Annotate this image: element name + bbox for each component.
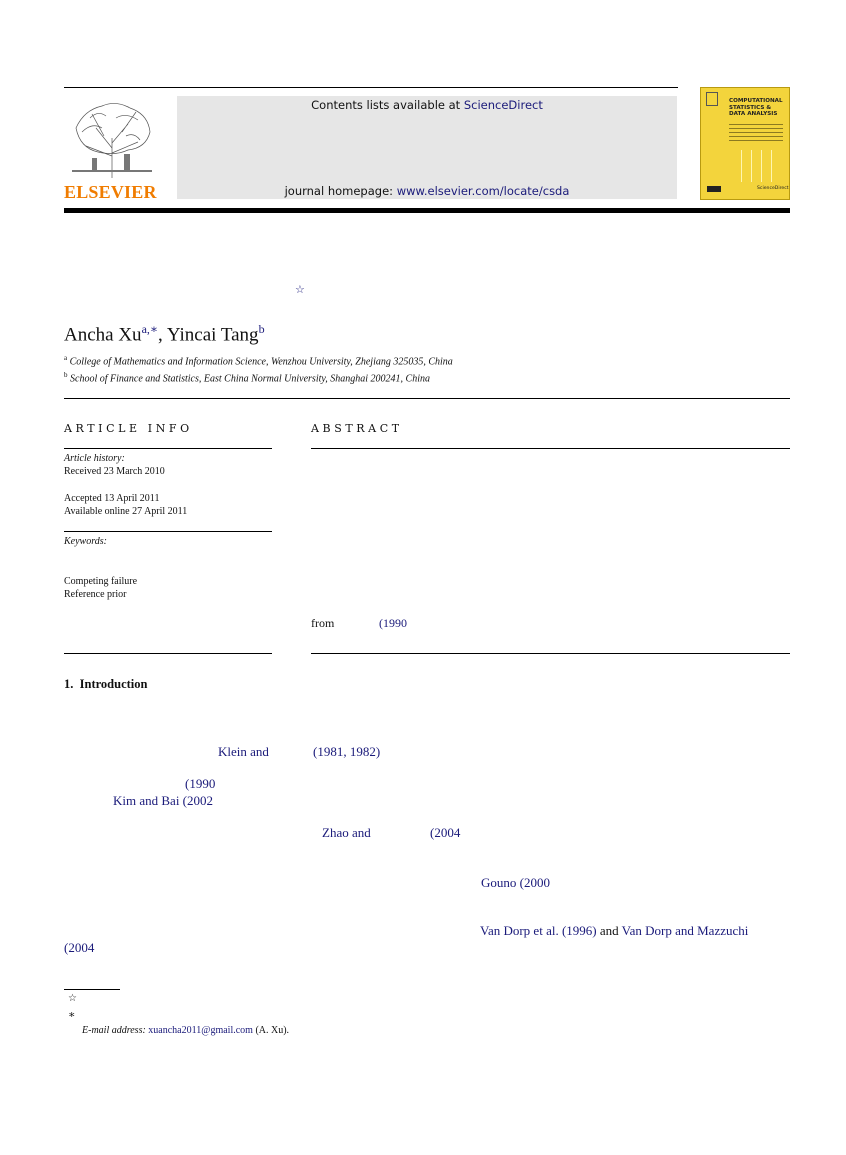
article-info-rule — [64, 448, 272, 449]
author-1-affiliation-mark[interactable]: a,∗ — [141, 322, 159, 336]
citation-vandorp-1996[interactable]: Van Dorp et al. (1996) — [480, 923, 597, 938]
article-history-label: Article history: — [64, 453, 125, 464]
contents-line — [177, 98, 677, 112]
citation-zhao[interactable]: Zhao and — [322, 825, 371, 840]
elsevier-tree-logo-icon — [66, 98, 158, 180]
contents-prefix: Contents lists available at — [311, 98, 461, 112]
homepage-line — [177, 184, 677, 198]
homepage-prefix: journal homepage: — [284, 184, 394, 198]
keywords-label: Keywords: — [64, 536, 107, 547]
citation-2004a[interactable]: (2004 — [430, 825, 461, 840]
author-2-affiliation-mark[interactable]: b — [258, 322, 265, 336]
title-footnote-mark[interactable]: ☆ — [295, 283, 305, 296]
publisher-wordmark: ELSEVIER — [64, 182, 157, 202]
cover-contents-lines — [729, 124, 783, 144]
author-1: Ancha Xu — [64, 324, 142, 346]
affiliation-rule — [64, 398, 790, 399]
accepted-date: Accepted 13 April 2011 — [64, 493, 160, 504]
header-top-rule — [64, 87, 678, 88]
citation-klein[interactable]: Klein and — [218, 744, 269, 759]
citation-line-vandorp: Van Dorp et al. (1996) and Van Dorp and Mazzuchi — [480, 923, 749, 938]
keywords-rule — [64, 531, 272, 532]
journal-homepage-link[interactable]: www.elsevier.com/locate/csda — [396, 184, 570, 198]
email-label: E-mail address: — [82, 1025, 146, 1036]
citation-klein-years[interactable]: (1981, 1982) — [313, 744, 381, 759]
keyword-1: Competing failure — [64, 576, 138, 587]
cover-title: COMPUTATIONAL STATISTICS & DATA ANALYSIS — [729, 98, 783, 118]
footnote-email-line — [82, 1025, 289, 1036]
citation-1990[interactable]: (1990 — [185, 776, 216, 791]
abstract-heading: ABSTRACT — [311, 422, 403, 435]
abstract-fragment-text: from — [311, 616, 335, 630]
journal-cover-thumbnail — [700, 87, 790, 200]
article-info-heading: ARTICLE INFO — [64, 422, 193, 435]
citation-vandorp-mazzuchi[interactable]: Van Dorp and Mazzuchi — [621, 923, 749, 938]
citation-gouno[interactable]: Gouno (2000 — [481, 875, 550, 890]
affiliation-a: $^a$ College of Mathematics and Information Science, Wenzhou University, Zhejiang 325035, China — [64, 354, 453, 368]
cover-tag-icon — [707, 186, 721, 192]
email-owner: (A. Xu). — [255, 1025, 290, 1036]
keyword-2: Reference prior — [64, 589, 127, 600]
section-heading-introduction: 1. Introduction — [64, 677, 148, 691]
footnote-rule — [64, 989, 120, 990]
sciencedirect-link[interactable]: ScienceDirect — [463, 98, 543, 112]
author-line: Ancha $Xu^{a,∗}$, Yincai Tang$^b$ — [64, 322, 265, 346]
affiliation-b: $^b$ School of Finance and Statistics, East China Normal University, Shanghai 200241, China — [64, 371, 430, 385]
citation-2004b[interactable]: (2004 — [64, 940, 95, 955]
cover-sciencedirect-badge: ScienceDirect — [757, 186, 789, 191]
footnote-star-mark: ☆ — [68, 993, 77, 1004]
footnote-asterisk-mark: ∗ — [68, 1009, 76, 1021]
cover-logo-icon — [706, 92, 718, 106]
citation-kim-bai[interactable]: Kim and Bai (2002 — [113, 793, 214, 808]
author-2: Yincai Tang — [166, 324, 259, 346]
email-link[interactable]: xuancha2011@gmail.com — [148, 1025, 253, 1036]
abstract-bottom-rule — [311, 653, 790, 654]
online-date: Available online 27 April 2011 — [64, 506, 188, 517]
abstract-rule — [311, 448, 790, 449]
header-thick-rule — [64, 208, 790, 213]
received-date: Received 23 March 2010 — [64, 466, 165, 477]
abstract-citation-1990[interactable]: (1990 — [379, 616, 407, 630]
article-info-bottom-rule — [64, 653, 272, 654]
